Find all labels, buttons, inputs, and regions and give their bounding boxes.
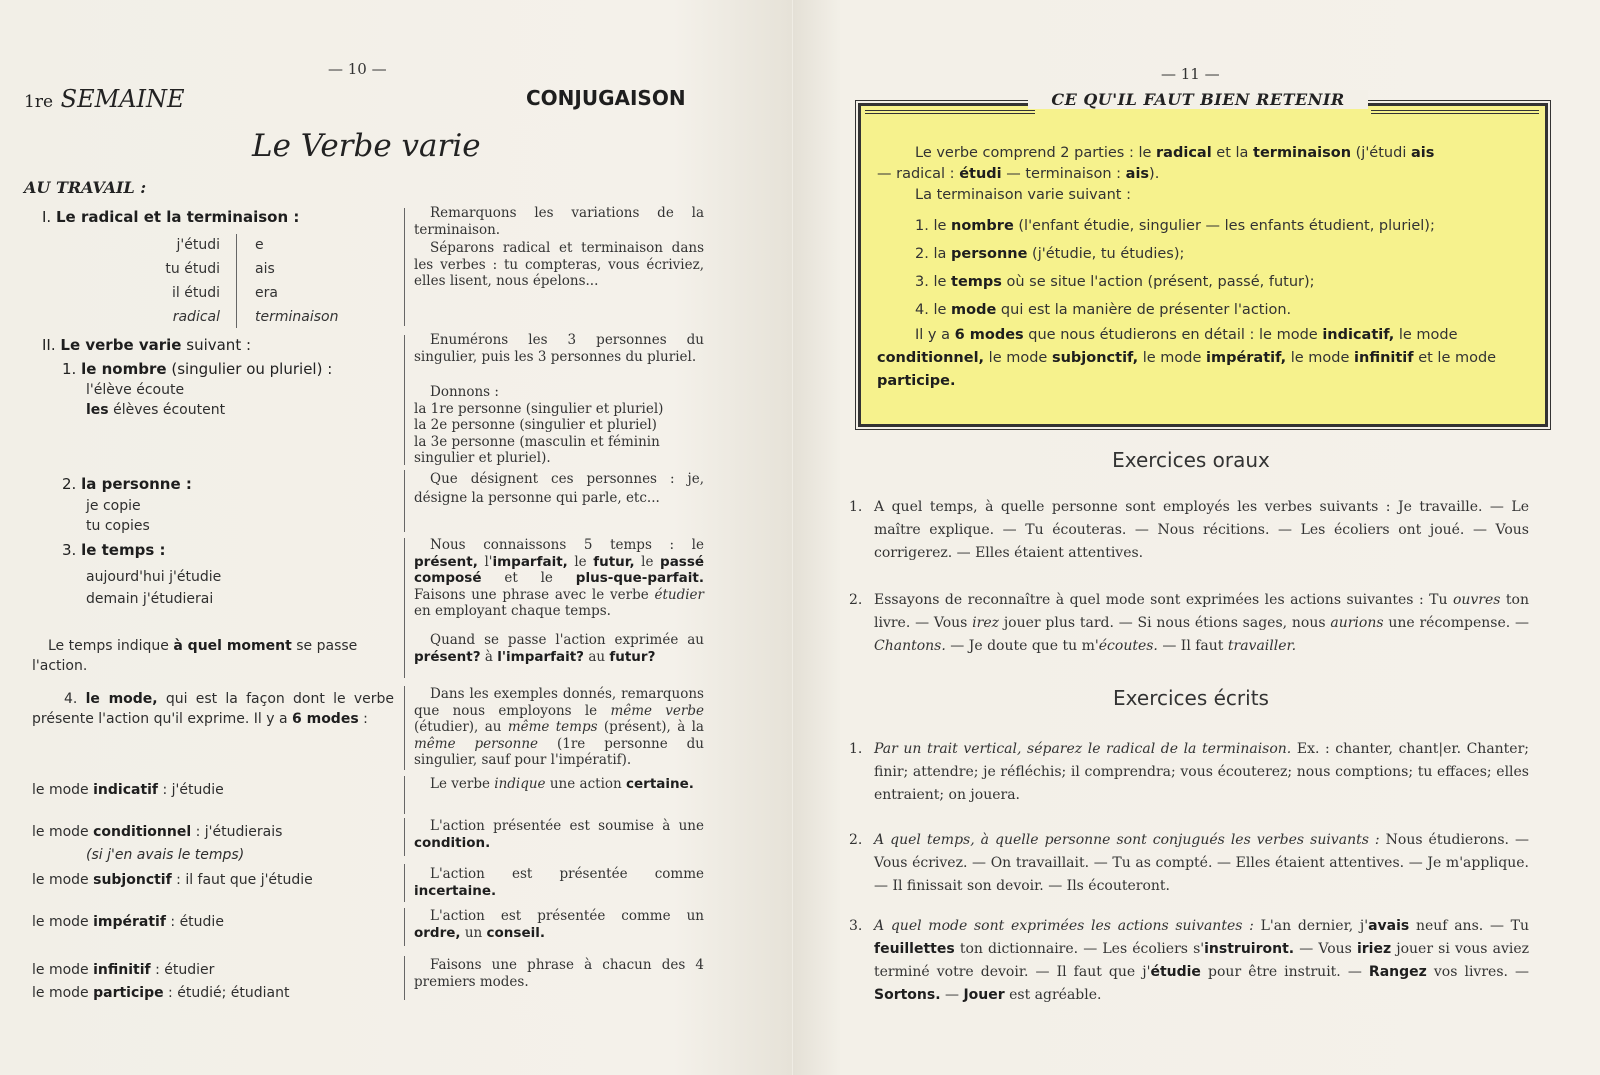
section-1-heading: I. Le radical et la terminaison : — [42, 208, 300, 226]
note-designent: Que désignent ces personnes : je, désigne la personne qui parle, etc... — [414, 471, 704, 506]
nombre-examples: l'élève écoute les élèves écoutent — [86, 382, 226, 418]
box-modes: Il y a 6 modes que nous étudierons en détail : le mode indicatif, le mode conditionnel, le mode subjonctif, le mode impératif, le mode infinitif et le mode participe. — [877, 327, 1497, 389]
written-exercise-3: 3. A quel mode sont exprimées les actions suivantes : L'an dernier, j'avais neuf ans. — Tu feuillettes ton dictionnaire. — Les écoliers s'instruiront. — Vous iriez jouer si vous aviez terminé votre devoir. — Il faut que j'étudie pour être instruit. — Rangez vos livres. — Sortons. — Jouer est agréable. — [849, 918, 1530, 1003]
page-number-right: — 11 — — [1161, 65, 1220, 83]
box-title: CE QU'IL FAUT BIEN RETENIR — [1028, 90, 1368, 109]
box-list — [877, 212, 1537, 324]
radical-2: tu étudi — [165, 261, 220, 277]
section-title: CONJUGAISON — [526, 86, 686, 110]
col-rule-7 — [404, 818, 405, 856]
mode-subjonctif: le mode subjonctif : il faut que j'étudie — [32, 872, 313, 888]
mode-imperatif: le mode impératif : étudie — [32, 914, 224, 930]
lesson-title: Le Verbe varie — [252, 128, 481, 164]
right-page — [793, 0, 1600, 1075]
week-heading: 1re SEMAINE — [24, 85, 185, 113]
conditionnel-note: (si j'en avais le temps) — [86, 847, 245, 863]
radical-4: radical — [172, 309, 220, 325]
oral-heading: Exercices oraux — [1112, 448, 1270, 472]
col-rule-2 — [404, 335, 405, 465]
oral-exercise-1: 1. A quel temps, à quelle personne sont employés les verbes suivants : Je travaille. — Le maître explique. — Tu écouteras. — Nous récitions. — Les écoliers ont joué. — Vous corrigerez. — Elles étaient attentives. — [849, 499, 1529, 561]
box-title-rule-left — [865, 110, 1035, 114]
ending-4: terminaison — [255, 309, 339, 325]
item-temps: 3. le temps : — [62, 541, 166, 559]
note-imperatif: L'action est présentée comme un ordre, un conseil. — [414, 908, 704, 941]
ending-3: era — [255, 285, 278, 301]
mode-infinitif: le mode infinitif : étudier — [32, 962, 215, 978]
radical-1: j'étudi — [176, 237, 220, 253]
radicals-column — [120, 233, 220, 329]
written-exercise-2: 2. A quel temps, à quelle personne sont conjugués les verbes suivants : Nous étudierons. — Vous écrivez. — On travaillait. — Tu as compté. — Elles étaient attentives. — Je m'applique. — Il finissait son devoir. — Ils écouteront. — [849, 832, 1529, 894]
written-exercise-1: 1. Par un trait vertical, séparez le radical de la terminaison. Ex. : chanter, chant|er. Chanter; finir; attendre; je réfléchis; il comprendra; vous écouterez; nous comptions; tu effaces; elles entraient; on jouera. — [849, 741, 1530, 803]
note-donnons: Donnons : la 1re personne (singulier et pluriel) la 2e personne (singulier et pluriel) la 3e personne (masculin et féminin singulier et pluriel). — [414, 384, 664, 466]
item-personne: 2. la personne : — [62, 475, 192, 493]
box-content — [877, 143, 1537, 393]
box-radical-line: — radical : étudi — terminaison : ais). — [877, 166, 1160, 182]
divider — [236, 234, 237, 328]
col-rule-1 — [404, 208, 405, 326]
page-number-left: — 10 — — [328, 60, 387, 78]
box-varie: La terminaison varie suivant : — [915, 187, 1131, 203]
oral-exercise-2: 2. Essayons de reconnaître à quel mode sont exprimées les actions suivantes : Tu ouvres ton livre. — Vous irez jouer plus tard. — Si nous étions sages, nous aurions une récompense. — Chantons. — Je doute que tu m'écoutes. — Il faut travailler. — [849, 592, 1529, 654]
note-phrases: Faisons une phrase à chacun des 4 premiers modes. — [414, 957, 704, 990]
left-page — [0, 0, 792, 1075]
box-item-personne: 2. la personne (j'étudie, tu étudies); — [915, 246, 1185, 262]
note-exemples: Dans les exemples donnés, remarquons que nous employons le même verbe (étudier), au même temps (présent), à la même personne (1re personne du singulier, sauf pour l'impératif). — [414, 686, 704, 768]
radical-3: il étudi — [172, 285, 220, 301]
box-item-mode: 4. le mode qui est la manière de présenter l'action. — [915, 302, 1292, 318]
note-indicatif: Le verbe indique une action certaine. — [430, 776, 694, 792]
written-heading: Exercices écrits — [1113, 686, 1269, 710]
item-nombre: 1. le nombre (singulier ou pluriel) : — [62, 360, 333, 378]
mode-conditionnel: le mode conditionnel : j'étudierais — [32, 824, 283, 840]
mode-indicatif: le mode indicatif : j'étudie — [32, 782, 224, 798]
temps-examples: aujourd'hui j'étudie demain j'étudierai — [86, 569, 222, 607]
box-parties: Le verbe comprend 2 parties : le radical et la terminaison (j'étudi ais — [915, 145, 1435, 161]
temps-definition: Le temps indique à quel moment se passe l'action. — [32, 638, 358, 674]
col-rule-8 — [404, 864, 405, 902]
ending-1: e — [255, 237, 264, 253]
col-rule-10 — [404, 956, 405, 1000]
endings-column — [255, 233, 338, 329]
col-rule-4 — [404, 538, 405, 678]
mode-participe: le mode participe : étudié; étudiant — [32, 985, 290, 1001]
personne-examples: je copie tu copies — [86, 498, 150, 534]
note-conditionnel: L'action présentée est soumise à une condition. — [414, 818, 704, 851]
box-title-rule-right — [1371, 110, 1539, 114]
note-variations: Remarquons les variations de la terminaison. — [414, 205, 704, 238]
note-quand: Quand se passe l'action exprimée au présent? à l'imparfait? au futur? — [414, 632, 704, 665]
box-item-temps: 3. le temps où se situe l'action (présent, passé, futur); — [915, 274, 1315, 290]
col-rule-6 — [404, 776, 405, 814]
section-2-heading: II. Le verbe varie suivant : — [42, 336, 252, 354]
note-enumerons: Enumérons les 3 personnes du singulier, puis les 3 personnes du pluriel. — [414, 332, 704, 365]
note-temps: Nous connaissons 5 temps : le présent, l'imparfait, le futur, le passé composé et le plus-que-parfait. Faisons une phrase avec le verbe étudier en employant chaque temps. — [414, 537, 705, 619]
ending-2: ais — [255, 261, 275, 277]
note-separons: Séparons radical et terminaison dans les verbes : tu compteras, vous écriviez, elles lisent, nous épelons... — [414, 240, 704, 289]
note-subjonctif: L'action est présentée comme incertaine. — [414, 866, 704, 899]
col-rule-5 — [404, 686, 405, 770]
mode-definition: 4. le mode, qui est la façon dont le verbe présente l'action qu'il exprime. Il y a 6 modes : — [32, 691, 394, 727]
col-rule-9 — [404, 908, 405, 946]
box-item-nombre: 1. le nombre (l'enfant étudie, singulier — les enfants étudient, pluriel); — [915, 218, 1435, 234]
au-travail-heading: AU TRAVAIL : — [24, 178, 147, 197]
col-rule-3 — [404, 470, 405, 532]
